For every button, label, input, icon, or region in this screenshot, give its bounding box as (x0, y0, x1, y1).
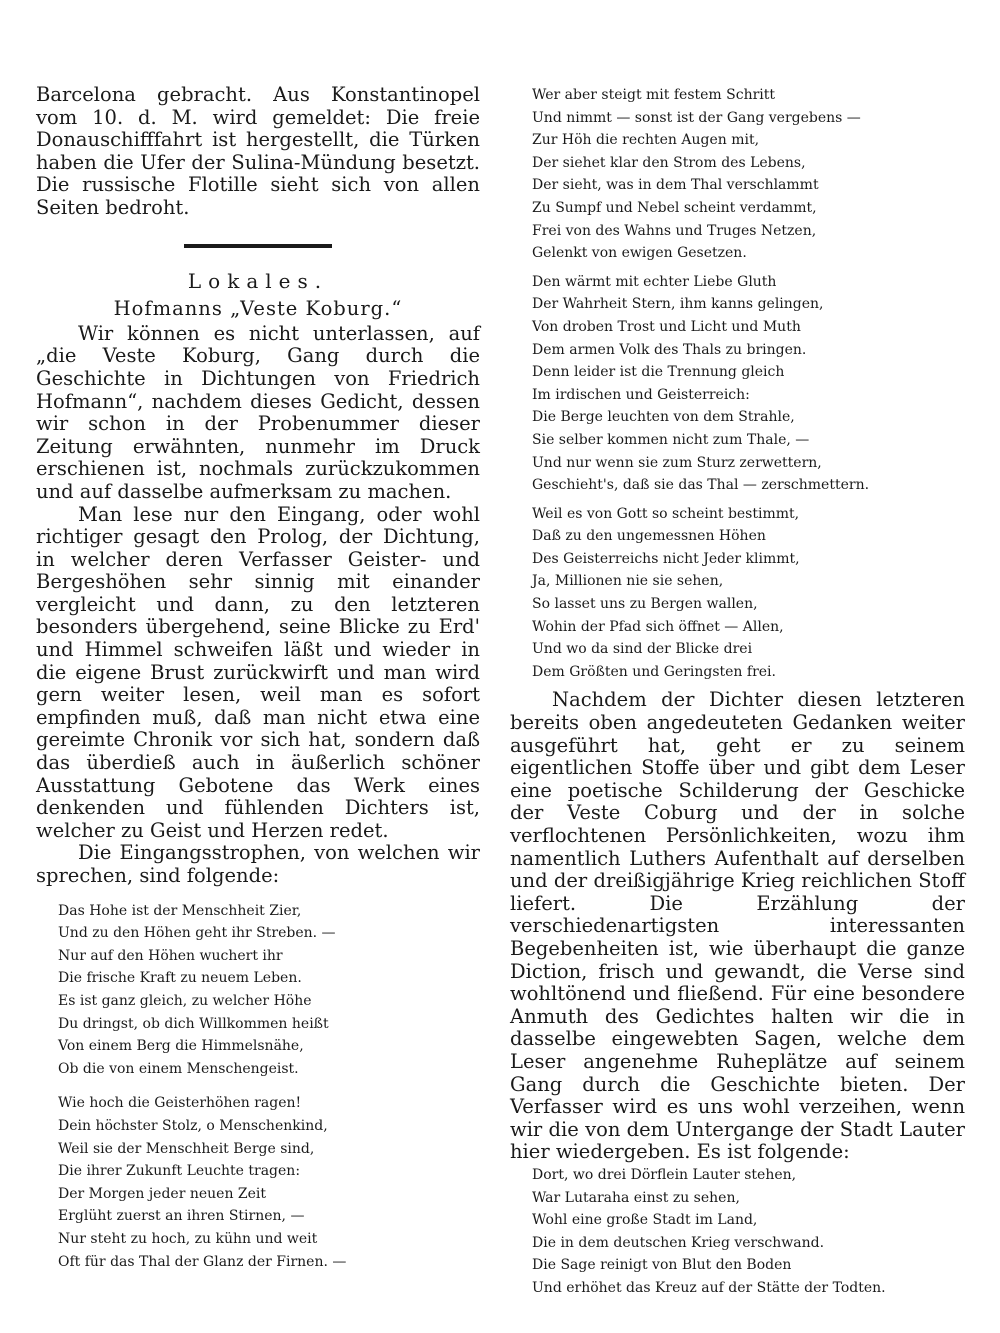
article-paragraph-3: Die Eingangsstrophen, von welchen wir sprechen, sind folgende: (36, 841, 480, 887)
verse-line: Wie hoch die Geisterhöhen ragen! (58, 1095, 302, 1112)
poem-stanza-4 (510, 271, 965, 497)
verse-line: Weil es von Gott so scheint bestimmt, (532, 505, 800, 522)
verse-line: Dort, wo drei Dörflein Lauter stehen, (532, 1166, 797, 1183)
verse-line: Und erhöhet das Kreuz auf der Stätte der Todten. (532, 1279, 886, 1296)
verse-line: Frei von des Wahns und Truges Netzen, (532, 222, 817, 239)
verse-line: Das Hohe ist der Menschheit Zier, (58, 902, 302, 919)
verse-line: Ja, Millionen nie sie sehen, (532, 573, 724, 590)
verse-line: Und wo da sind der Blicke drei (532, 641, 753, 658)
verse-line: War Lutaraha einst zu sehen, (532, 1189, 740, 1206)
poem-stanza-1 (36, 900, 480, 1081)
verse-line: Zu Sumpf und Nebel scheint verdammt, (532, 199, 817, 216)
verse-line: Die in dem deutschen Krieg verschwand. (532, 1234, 825, 1251)
verse-line: Des Geisterreichs nicht Jeder klimmt, (532, 550, 800, 567)
poem-stanza-5 (510, 503, 965, 684)
verse-line: Du dringst, ob dich Willkommen heißt (58, 1015, 329, 1032)
verse-line: Geschieht's, daß sie das Thal — zerschmettern. (532, 477, 870, 494)
verse-line: Der Wahrheit Stern, ihm kanns gelingen, (532, 296, 824, 313)
verse-line: Weil sie der Menschheit Berge sind, (58, 1140, 315, 1157)
verse-line: Wohl eine große Stadt im Land, (532, 1212, 758, 1229)
article-title: Hofmanns „Veste Koburg.“ (113, 297, 403, 321)
verse-line: Dein höchster Stolz, o Menschenkind, (58, 1117, 328, 1134)
verse-line: Erglüht zuerst an ihren Stirnen, — (58, 1208, 305, 1225)
section-heading: Lokales. (187, 268, 329, 293)
verse-line: Die Berge leuchten von dem Strahle, (532, 409, 795, 426)
verse-line: Oft für das Thal der Glanz der Firnen. — (58, 1253, 347, 1270)
poem-stanza-3 (510, 84, 965, 265)
verse-line: Zur Höh die rechten Augen mit, (532, 132, 760, 149)
verse-line: Und nur wenn sie zum Sturz zerwettern, (532, 454, 822, 471)
verse-line: Die frische Kraft zu neuem Leben. (58, 970, 302, 987)
verse-line: Denn leider ist die Trennung gleich (532, 364, 785, 381)
verse-line: Und zu den Höhen geht ihr Streben. — (58, 925, 336, 942)
verse-line: Wer aber steigt mit festem Schritt (532, 87, 776, 103)
verse-line: Der siehet klar den Strom des Lebens, (532, 154, 806, 171)
right-column (510, 84, 965, 1299)
verse-line: Der Morgen jeder neuen Zeit (58, 1185, 267, 1202)
verse-line: Wohin der Pfad sich öffnet — Allen, (532, 618, 784, 635)
poem-stanza-6 (510, 1164, 965, 1300)
verse-line: Nur steht zu hoch, zu kühn und weit (58, 1230, 318, 1247)
verse-line: So lasset uns zu Bergen wallen, (532, 596, 758, 613)
verse-line: Nur auf den Höhen wuchert ihr (58, 947, 283, 964)
poem-stanza-2 (36, 1092, 480, 1273)
verse-line: Ob die von einem Menschengeist. (58, 1060, 299, 1077)
verse-line: Und nimmt — sonst ist der Gang vergebens — (532, 109, 861, 126)
verse-line: Die ihrer Zukunft Leuchte tragen: (58, 1163, 301, 1180)
verse-line: Im irdischen und Geisterreich: (532, 386, 750, 403)
section-divider (184, 244, 332, 248)
left-column (36, 84, 480, 1273)
article-paragraph-1: Wir können es nicht unterlassen, auf „die Veste Koburg, Gang durch die Geschichte in Dichtungen von Friedrich Hofmann“, nachdem dieses Gedicht, dessen wir schon in der Probenummer dieser Zeitung erwähnten, nunmehr im Druck erschienen ist, nochmals zurückzukommen und auf dasselbe aufmerksam zu machen. (36, 321, 480, 503)
verse-line: Von einem Berg die Himmelsnähe, (58, 1038, 304, 1055)
verse-line: Es ist ganz gleich, zu welcher Höhe (58, 992, 312, 1009)
news-paragraph: Barcelona gebracht. Aus Konstantinopel vom 10. d. M. wird gemeldet: Die freie Donauschifffahrt ist hergestellt, die Türken haben die Ufer der Sulina-Mündung besetzt. Die russische Flotille sieht sich von allen Seiten bedroht. (36, 83, 480, 219)
verse-line: Die Sage reinigt von Blut den Boden (532, 1257, 792, 1274)
verse-line: Von droben Trost und Licht und Muth (532, 318, 801, 335)
verse-line: Der sieht, was in dem Thal verschlammt (532, 177, 819, 194)
verse-line: Dem Größten und Geringsten frei. (532, 663, 776, 680)
article-paragraph-2: Man lese nur den Eingang, oder wohl richtiger gesagt den Prolog, der Dichtung, in welcher deren Verfasser Geister- und Bergeshöhen sehr sinnig mit einander vergleicht und dann, zu den letzteren besonders übergehend, seine Blicke zu Erd' und Himmel schweifen läßt und wieder in die eigene Brust zurückwirft und man wird gern weiter lesen, weil man es sofort empfinden muß, daß man nicht etwa eine gereimte Chronik vor sich hat, sondern daß das überdieß auch in äußerlich schöner Ausstattung Gebotene das Werk eines denkenden und fühlenden Dichters ist, welcher zu Geist und Herzen redet. (36, 502, 480, 842)
verse-line: Den wärmt mit echter Liebe Gluth (532, 273, 777, 290)
article-paragraph-4: Nachdem der Dichter diesen letzteren bereits oben angedeuteten Gedanken weiter ausgeführt hat, geht er zu seinem eigentlichen Stoffe über und gibt dem Leser eine poetische Schilderung der Geschicke der Veste Coburg und der in solche verflochtenen Persönlichkeiten, wozu ihm namentlich Luthers Aufenthalt auf derselben und der dreißigjährige Krieg reichlichen Stoff liefert. Die Erzählung der verschiedenartigsten interessanten Begebenheiten ist, wie überhaupt die ganze Diction, frisch und gewandt, die Verse sind wohltönend und fließend. Für eine besondere Anmuth des Gedichtes halten wir die in dasselbe eingewebten Sagen, welche dem Leser angenehme Ruheplätze auf seinem Gang durch die Geschichte bieten. Der Verfasser wird es uns wohl verzeihen, wenn wir die von dem Untergange der Stadt Lauter hier wiedergeben. Es ist folgende: (510, 688, 965, 1164)
verse-line: Sie selber kommen nicht zum Thale, — (532, 431, 810, 448)
verse-line: Dem armen Volk des Thals zu bringen. (532, 341, 807, 358)
verse-line: Daß zu den ungemessnen Höhen (532, 528, 766, 545)
verse-line: Gelenkt von ewigen Gesetzen. (532, 245, 747, 262)
